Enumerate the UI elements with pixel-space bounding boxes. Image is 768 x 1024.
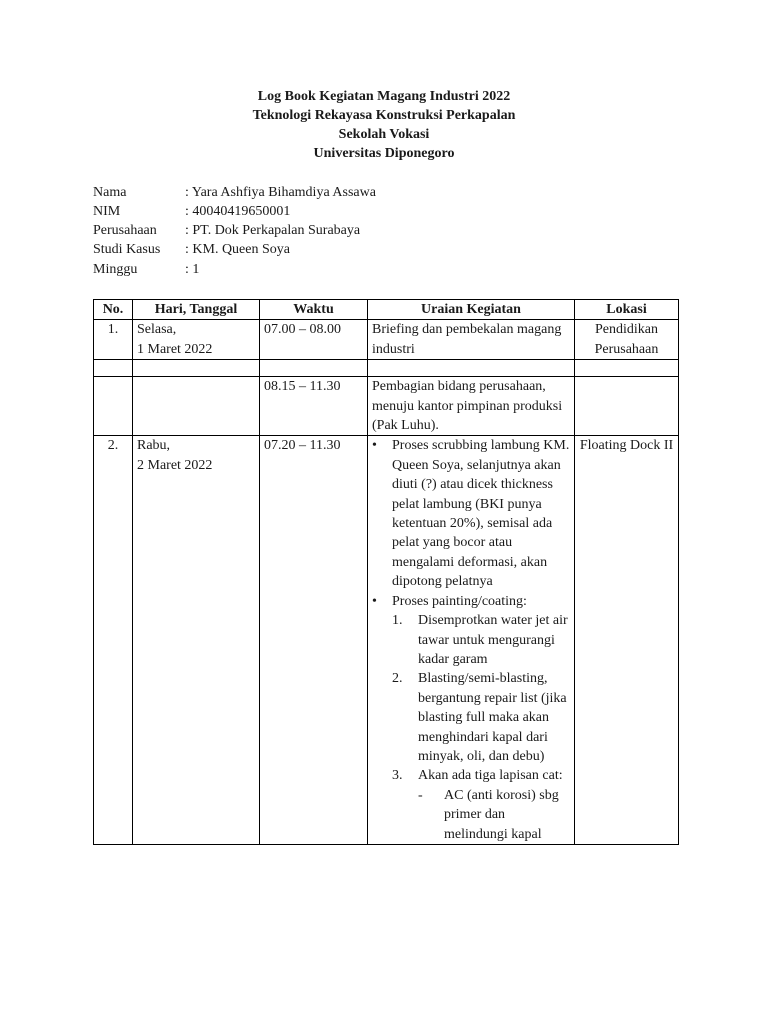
painting-steps [392, 611, 570, 844]
table-row-empty [94, 360, 679, 377]
table-row [94, 320, 679, 360]
step-number: 3. [392, 768, 403, 784]
cell-no: 1. [94, 320, 133, 360]
info-label-perusahaan: Perusahaan [93, 223, 157, 238]
step-number: 1. [392, 613, 403, 629]
cell-empty [94, 360, 133, 377]
info-label-nim: NIM [93, 204, 121, 219]
table-row [94, 436, 679, 845]
step-text: Disemprotkan water jet air tawar untuk mengurangi kadar garam [418, 613, 568, 667]
doc-title-line-2: Teknologi Rekayasa Konstruksi Perkapalan [252, 108, 516, 123]
list-item [392, 611, 570, 669]
doc-title-line-4: Universitas Diponegoro [313, 146, 455, 161]
doc-title-line-3: Sekolah Vokasi [338, 127, 430, 142]
step-text: Akan ada tiga lapisan cat: [418, 768, 563, 784]
cell-uraian: Briefing dan pembekalan magang industri [368, 320, 575, 360]
cell-lokasi: Floating Dock II [575, 436, 679, 845]
cell-hari-tanggal [133, 320, 260, 360]
header-lokasi: Lokasi [575, 300, 679, 320]
info-value-studi-kasus: : KM. Queen Soya [185, 242, 290, 257]
cell-lokasi: Pendidikan Perusahaan [575, 320, 679, 360]
painting-heading: Proses painting/coating: [392, 593, 527, 609]
step-number: 2. [392, 671, 403, 687]
info-value-minggu: : 1 [185, 262, 200, 277]
logbook-table [93, 299, 679, 845]
cell-hari-tanggal [133, 436, 260, 845]
cell-tanggal: 2 Maret 2022 [137, 457, 213, 473]
info-value-nim: : 40040419650001 [185, 204, 291, 219]
cell-uraian: Pembagian bidang perusahaan, menuju kantor pimpinan produksi (Pak Luhu). [368, 377, 575, 436]
header-uraian: Uraian Kegiatan [368, 300, 575, 320]
doc-title-line-1: Log Book Kegiatan Magang Industri 2022 [257, 89, 511, 104]
info-label-studi-kasus: Studi Kasus [93, 242, 161, 257]
activity-bullet-painting [392, 592, 570, 844]
info-label-nama: Nama [93, 185, 127, 200]
table-row [94, 377, 679, 436]
cell-waktu: 07.20 – 11.30 [260, 436, 368, 845]
info-label-minggu: Minggu [93, 262, 138, 277]
coating-layers [418, 786, 570, 844]
cell-no: 2. [94, 436, 133, 845]
info-value-nama: : Yara Ashfiya Bihamdiya Assawa [185, 185, 376, 200]
table-header-row [94, 300, 679, 320]
cell-uraian [368, 436, 575, 845]
cell-waktu: 08.15 – 11.30 [260, 377, 368, 436]
cell-hari: Rabu, [137, 438, 171, 454]
activity-bullet-scrubbing: • Proses scrubbing lambung KM. Queen Soya, selanjutnya akan diuti (?) atau dicek thickness pelat lambung (BKI punya ketentuan 20%), semisal ada pelat yang bocor atau mengalami deformasi, akan dipotong pelatnya [392, 436, 570, 591]
cell-lokasi [575, 377, 679, 436]
coating-layer-ac: - AC (anti korosi) sbg primer dan melindungi kapal [444, 786, 570, 844]
cell-empty [260, 360, 368, 377]
cell-tanggal: 1 Maret 2022 [137, 341, 213, 357]
cell-empty [133, 360, 260, 377]
cell-hari-tanggal [133, 377, 260, 436]
cell-no [94, 377, 133, 436]
list-item [392, 669, 570, 766]
activity-bullet-list [372, 436, 570, 844]
list-item [392, 766, 570, 844]
cell-waktu: 07.00 – 08.00 [260, 320, 368, 360]
header-no: No. [94, 300, 133, 320]
info-value-perusahaan: : PT. Dok Perkapalan Surabaya [185, 223, 361, 238]
cell-empty [575, 360, 679, 377]
step-text: Blasting/semi-blasting, bergantung repair list (jika blasting full maka akan menghindari kapal dari minyak, oli, dan debu) [418, 671, 567, 764]
cell-empty [368, 360, 575, 377]
header-hari-tanggal: Hari, Tanggal [133, 300, 260, 320]
cell-hari: Selasa, [137, 322, 177, 338]
header-waktu: Waktu [260, 300, 368, 320]
